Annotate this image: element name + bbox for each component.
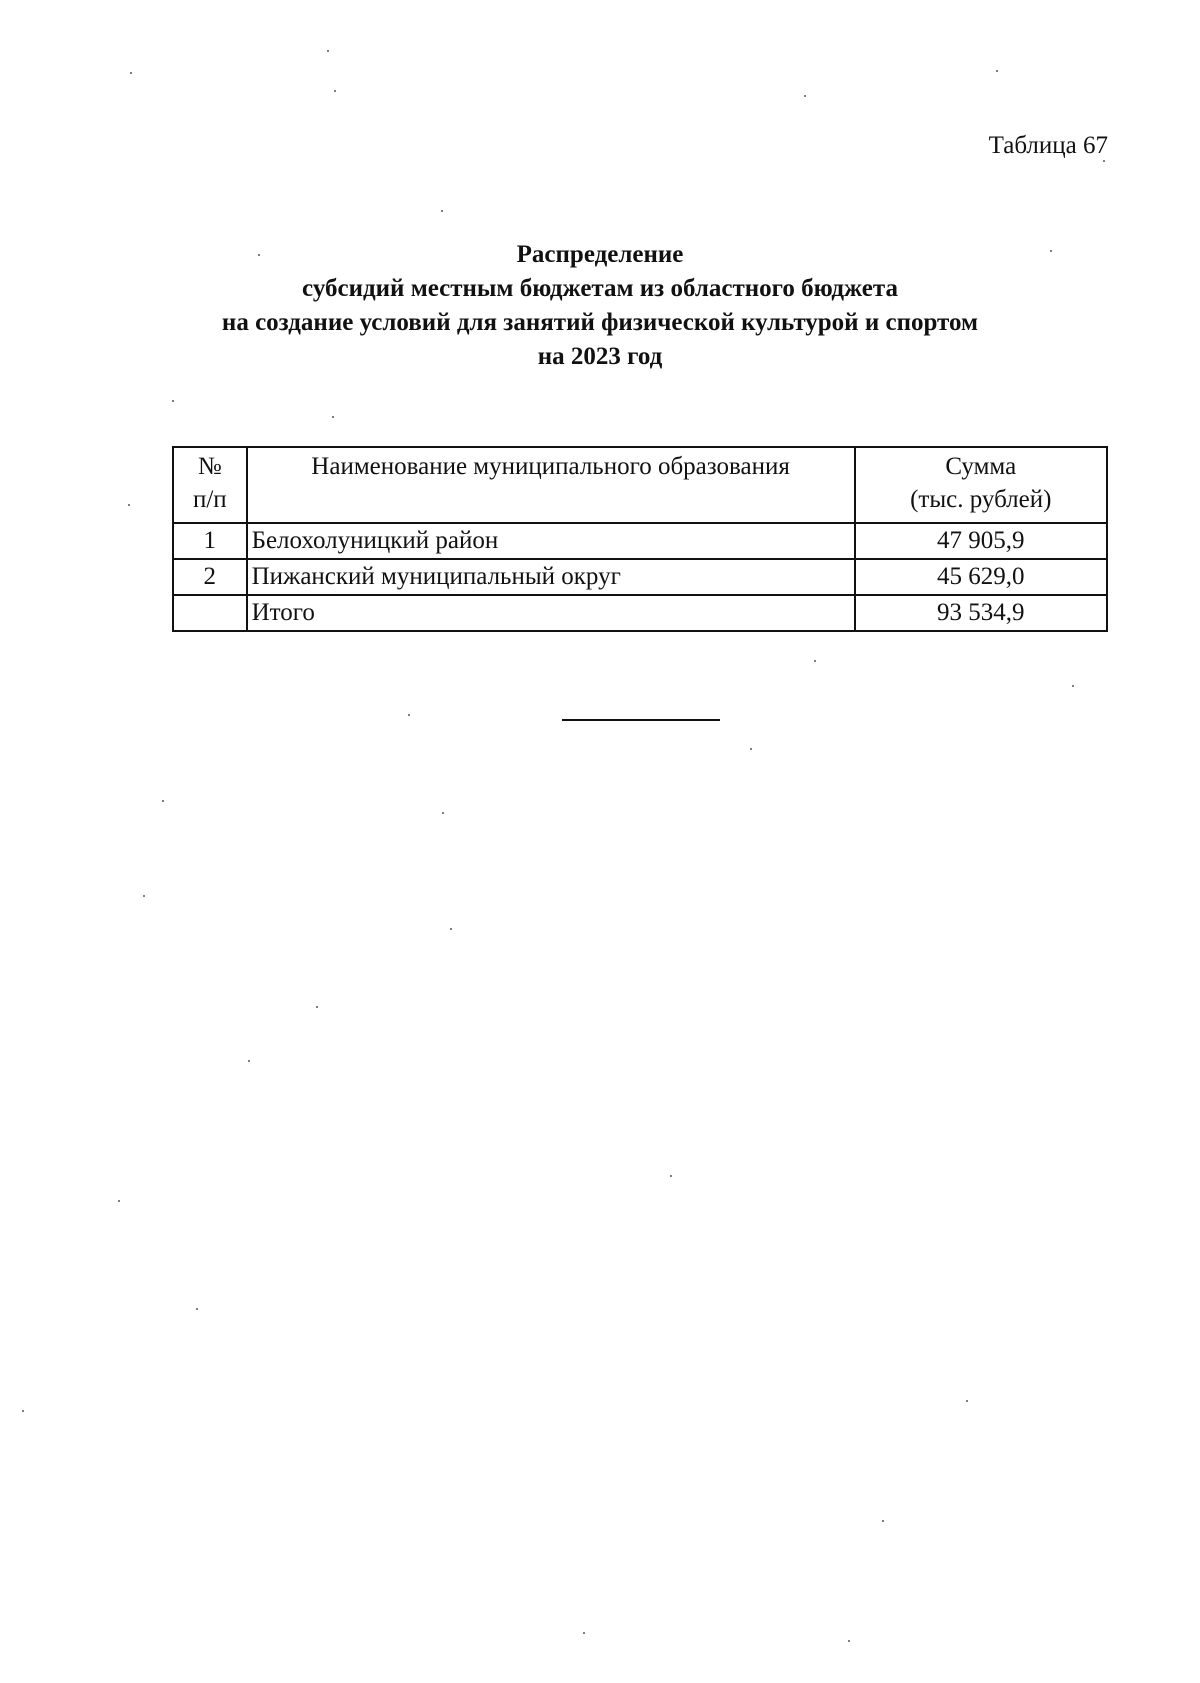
scan-speck bbox=[1072, 685, 1074, 687]
row-sum: 45 629,0 bbox=[855, 559, 1107, 595]
row-number: 1 bbox=[173, 523, 247, 559]
heading-line-1: Распределение bbox=[516, 241, 684, 268]
scan-speck bbox=[442, 812, 444, 814]
scan-speck bbox=[327, 50, 329, 52]
scan-speck bbox=[22, 1410, 24, 1412]
table-total-row bbox=[173, 595, 1107, 631]
total-sum: 93 534,9 bbox=[855, 595, 1107, 631]
scan-speck bbox=[130, 72, 132, 74]
header-sum-line-2: (тыс. рублей) bbox=[910, 486, 1052, 513]
scan-speck bbox=[196, 1308, 198, 1310]
scan-speck bbox=[118, 1200, 120, 1202]
scan-speck bbox=[258, 254, 260, 256]
table-row bbox=[173, 523, 1107, 559]
scan-speck bbox=[996, 70, 998, 72]
header-sum bbox=[855, 447, 1107, 523]
scan-speck bbox=[882, 1520, 884, 1522]
table-row bbox=[173, 559, 1107, 595]
scan-speck bbox=[332, 416, 334, 418]
scan-speck bbox=[814, 660, 816, 662]
scan-speck bbox=[804, 95, 806, 97]
total-label: Итого bbox=[247, 595, 855, 631]
scan-speck bbox=[128, 504, 130, 506]
scan-speck bbox=[316, 1006, 318, 1008]
heading-line-2: субсидий местным бюджетам из областного бюджета bbox=[302, 275, 898, 302]
scan-speck bbox=[966, 1400, 968, 1402]
row-municipality-name: Белохолуницкий район bbox=[247, 523, 855, 559]
scan-speck bbox=[670, 1175, 672, 1177]
header-number bbox=[173, 447, 247, 523]
scan-speck bbox=[248, 1060, 250, 1062]
scan-speck bbox=[334, 90, 336, 92]
scan-speck bbox=[143, 895, 145, 897]
header-number-line-1: № bbox=[197, 453, 222, 480]
scan-speck bbox=[1050, 250, 1052, 252]
header-municipality-name: Наименование муниципального образования bbox=[247, 447, 855, 523]
header-sum-line-1: Сумма bbox=[945, 453, 1017, 480]
table-number-label: Таблица 67 bbox=[988, 132, 1108, 159]
row-number: 2 bbox=[173, 559, 247, 595]
separator-line bbox=[562, 719, 720, 721]
total-number bbox=[173, 595, 247, 631]
scan-speck bbox=[162, 800, 164, 802]
heading-line-3: на создание условий для занятий физической культурой и спортом bbox=[221, 309, 979, 336]
scan-speck bbox=[848, 1640, 850, 1642]
table-header-row bbox=[173, 447, 1107, 523]
scan-speck bbox=[750, 748, 752, 750]
scan-speck bbox=[408, 714, 410, 716]
row-sum: 47 905,9 bbox=[855, 523, 1107, 559]
subsidy-distribution-table bbox=[172, 446, 1108, 632]
scan-speck bbox=[450, 928, 452, 930]
row-municipality-name: Пижанский муниципальный округ bbox=[247, 559, 855, 595]
document-heading bbox=[0, 238, 1200, 374]
scan-speck bbox=[1103, 160, 1105, 162]
scan-speck bbox=[583, 1632, 585, 1634]
scan-speck bbox=[172, 400, 174, 402]
header-number-line-2: п/п bbox=[192, 486, 227, 513]
heading-line-4: на 2023 год bbox=[537, 343, 663, 370]
scan-speck bbox=[441, 210, 443, 212]
